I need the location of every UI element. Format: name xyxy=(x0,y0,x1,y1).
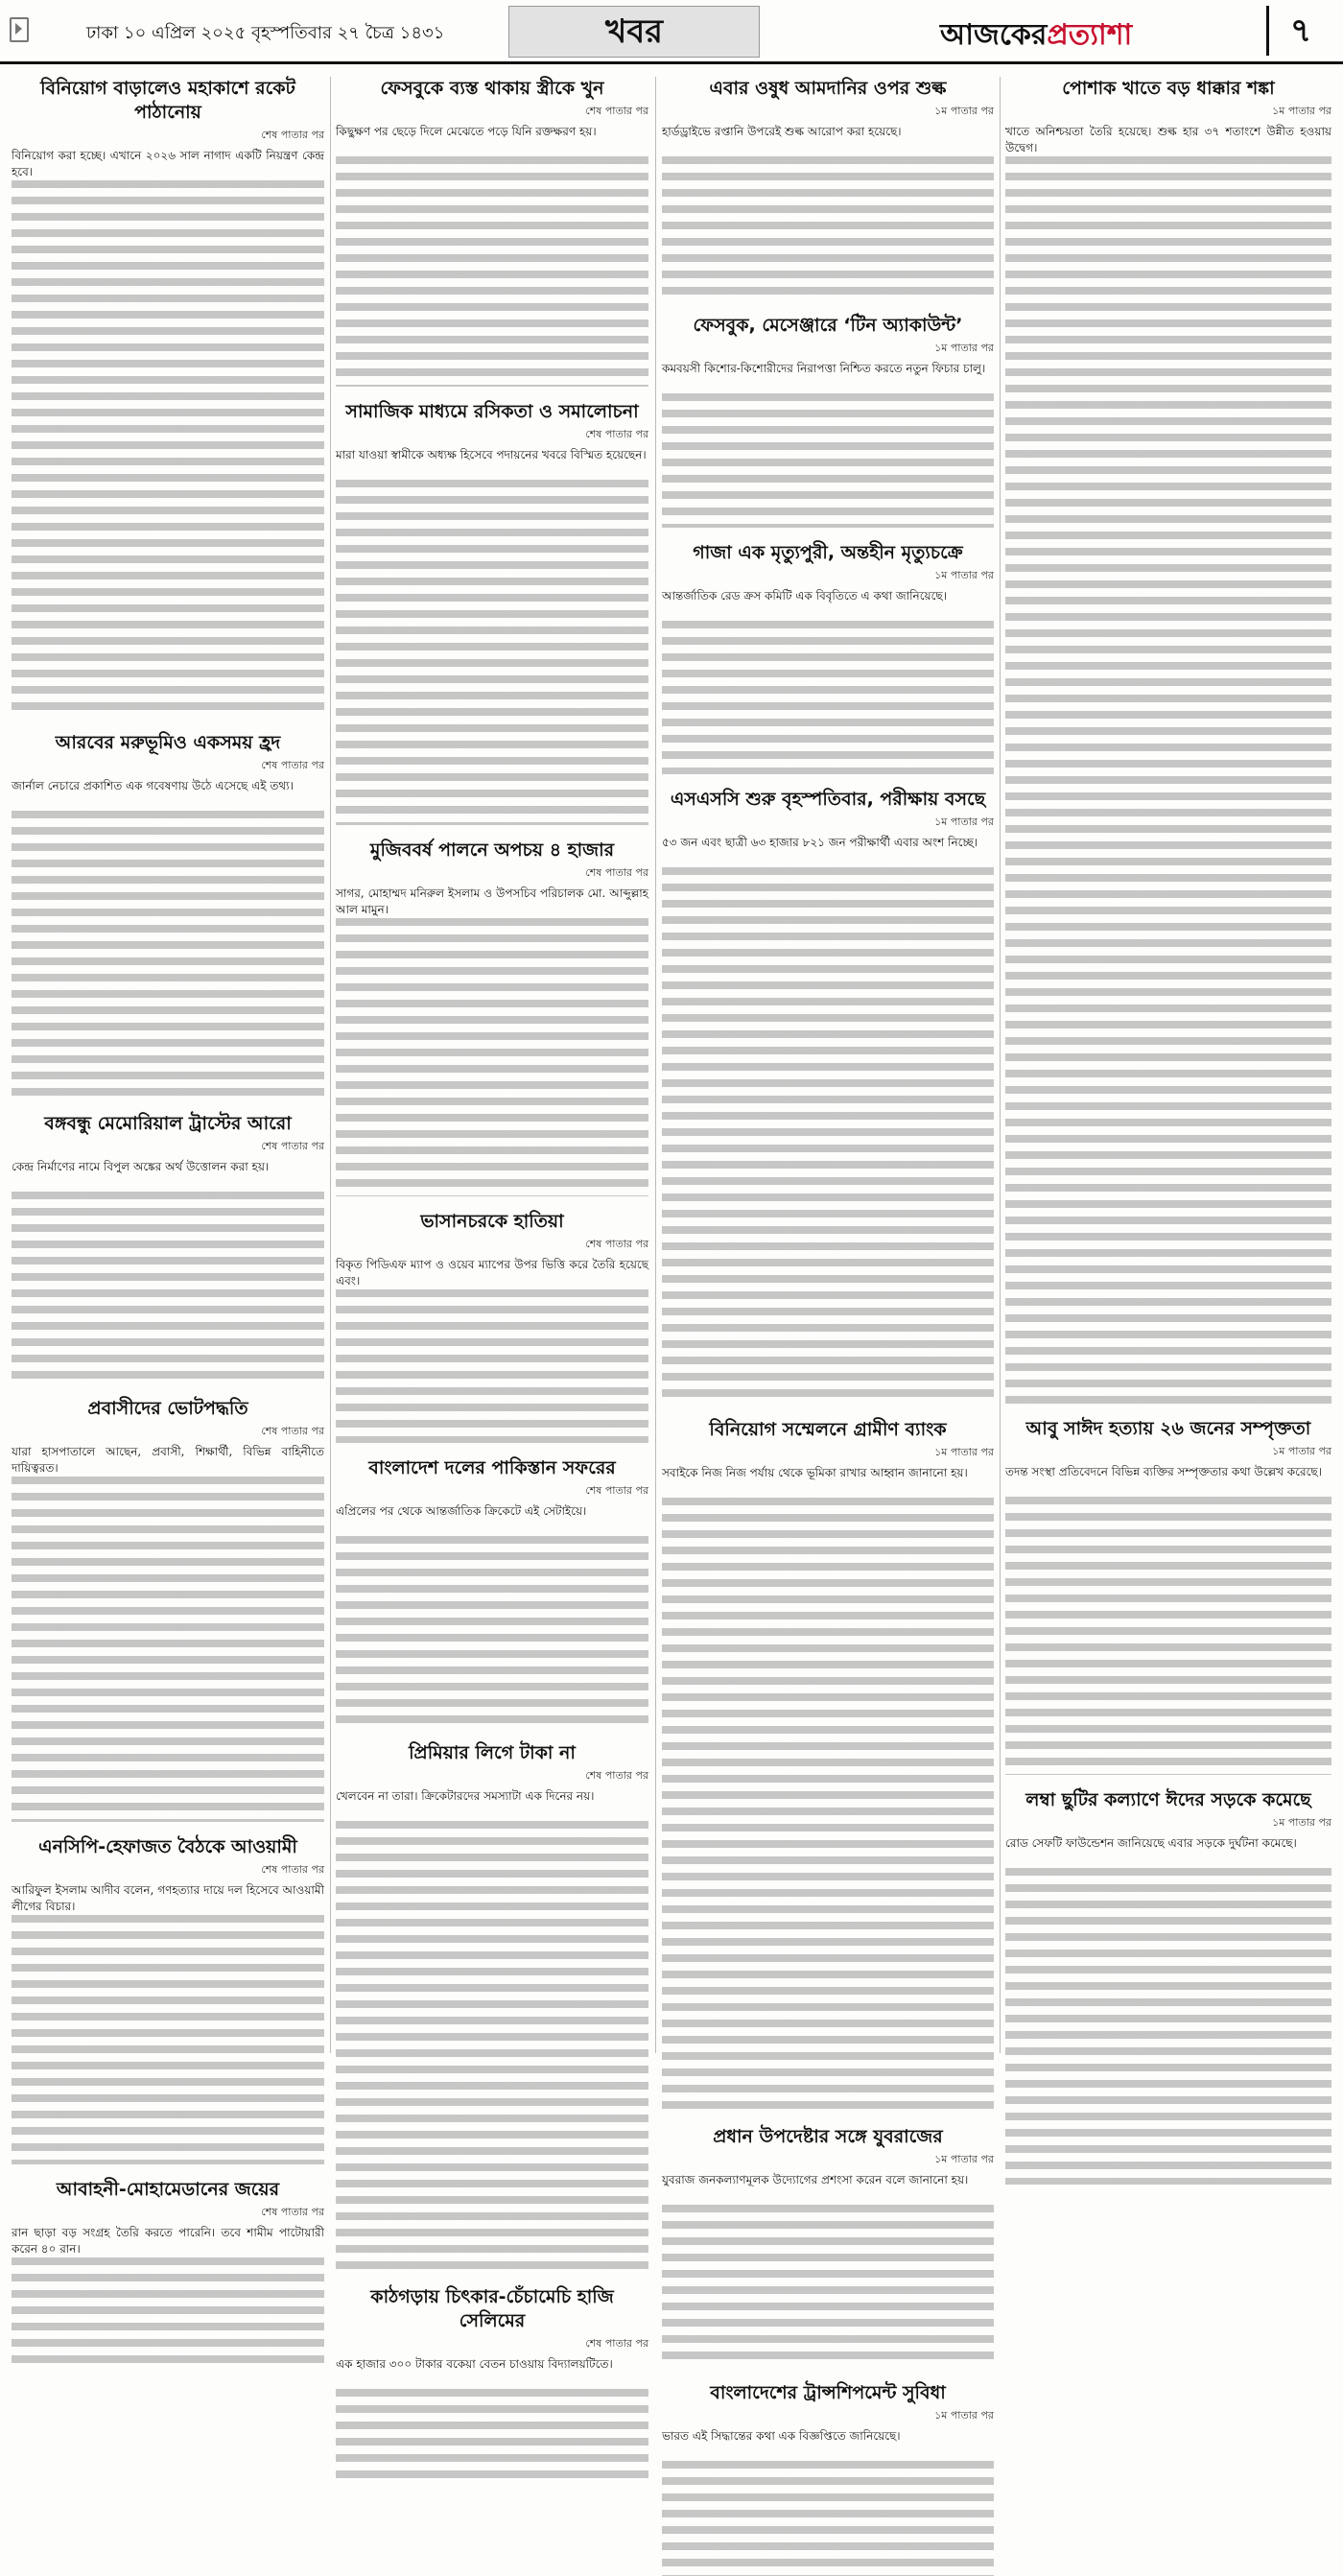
article-headline[interactable]: এবার ওষুধ আমদানির ওপর শুল্ক xyxy=(709,78,947,99)
article-body-text-block xyxy=(662,2205,994,2368)
article-headline[interactable]: এনসিপি-হেফাজত বৈঠকে আওয়ামী xyxy=(38,1836,297,1857)
article-headline[interactable]: আবু সাঈদ হত্যায় ২৬ জনের সম্পৃক্ততা xyxy=(1025,1418,1311,1439)
article-headline[interactable]: বাংলাদেশের ট্রান্সশিপমেন্ট সুবিধা xyxy=(710,2382,946,2403)
article-continuation-note: শেষ পাতার পর xyxy=(261,1425,324,1437)
article-headline[interactable]: ভাসানচরকে হাতিয়া xyxy=(420,1211,564,1232)
article-body-text-block xyxy=(12,2257,324,2363)
news-article xyxy=(12,2178,324,2363)
news-article xyxy=(662,788,994,1405)
news-article xyxy=(662,77,994,300)
article-lead-text: তদন্ত সংস্থা প্রতিবেদনে বিভিন্ন ব্যক্তির সম্পৃক্ততার কথা উল্লেখ করেছে। xyxy=(1005,1465,1322,1478)
article-body-text-block xyxy=(662,156,994,300)
article-headline[interactable]: গাজা এক মৃত্যুপুরী, অন্তহীন মৃত্যুচক্রে xyxy=(693,542,963,563)
logo-text-accent: প্রত্যাশা xyxy=(1047,18,1133,52)
page-marker-icon xyxy=(10,17,29,42)
article-lead-text: হার্ডড্রাইভে রপ্তানি উপরেই শুল্ক আরোপ করা হয়েছে। xyxy=(662,125,902,138)
article-continuation-note: শেষ পাতার পর xyxy=(261,2206,324,2218)
dateline: ঢাকা ১০ এপ্রিল ২০২৫ বৃহস্পতিবার ২৭ চৈত্র ১৪৩১ xyxy=(86,23,445,43)
article-headline[interactable]: ফেসবুক, মেসেঞ্জারে ‘টিন অ্যাকাউন্ট’ xyxy=(693,315,963,336)
article-body-text-block xyxy=(336,2389,648,2485)
article-continuation-note: শেষ পাতার পর xyxy=(585,1769,648,1782)
article-continuation-note: শেষ পাতার পর xyxy=(261,1863,324,1876)
article-continuation-note: শেষ পাতার পর xyxy=(585,1484,648,1497)
article-continuation-note: ১ম পাতার পর xyxy=(934,1446,994,1458)
article-lead-text: সাগর, মোহাম্মদ মনিরুল ইসলাম ও উপসচিব পরিচালক মো. আব্দুল্লাহ আল মামুন। xyxy=(336,886,648,916)
article-headline[interactable]: প্রবাসীদের ভোটপদ্ধতি xyxy=(87,1398,248,1419)
article-lead-text: যারা হাসপাতালে আছেন, প্রবাসী, শিক্ষার্থী, বিভিন্ন বাহিনীতে দায়িত্বরত। xyxy=(12,1445,324,1475)
newspaper-logo xyxy=(940,12,1132,60)
article-lead-text: ভারত এই সিদ্ধান্তের কথা এক বিজ্ঞপ্তিতে জানিয়েছে। xyxy=(662,2429,901,2443)
article-body-text-block xyxy=(12,811,324,1099)
news-article xyxy=(1005,1417,1331,1775)
news-article xyxy=(662,2381,994,2576)
article-headline[interactable]: আবাহনী-মোহামেডানের জয়ের xyxy=(56,2179,280,2200)
article-body-text-block xyxy=(662,621,994,774)
news-article xyxy=(336,1741,648,2272)
article-headline[interactable]: পোশাক খাতে বড় ধাক্কার শঙ্কা xyxy=(1062,78,1275,99)
article-continuation-note: ১ম পাতার পর xyxy=(1272,1816,1331,1829)
article-body-text-block xyxy=(336,1536,648,1728)
column-divider xyxy=(655,77,656,2053)
article-lead-text: খেলবেন না তারা। ক্রিকেটারদের সমস্যাটা এক দিনের নয়। xyxy=(336,1789,595,1803)
article-lead-text: বিনিয়োগ করা হচ্ছে। এখানে ২০২৬ সাল নাগাদ একটি নিয়ন্ত্রণ কেন্দ্র হবে। xyxy=(12,149,324,178)
article-lead-text: আরিফুল ইসলাম আদীব বলেন, গণহত্যার দায়ে দল হিসেবে আওয়ামী লীগের বিচার। xyxy=(12,1883,324,1913)
article-body-text-block xyxy=(662,2461,994,2576)
article-headline[interactable]: বাংলাদেশ দলের পাকিস্তান সফরের xyxy=(368,1457,616,1478)
article-continuation-note: শেষ পাতার পর xyxy=(261,129,324,141)
article-body-text-block xyxy=(336,918,648,1196)
article-lead-text: রান ছাড়া বড় সংগ্রহ তৈরি করতে পারেনি। তবে শামীম পাটোয়ারী করেন ৪০ রান। xyxy=(12,2226,324,2256)
article-lead-text: কিছুক্ষণ পর ছেড়ে দিলে মেঝেতে পড়ে যিনি রক্তক্ষরণ হয়। xyxy=(336,125,597,138)
article-continuation-note: ১ম পাতার পর xyxy=(934,815,994,828)
article-body-text-block xyxy=(12,1915,324,2164)
article-continuation-note: ১ম পাতার পর xyxy=(1272,1445,1331,1457)
article-lead-text: সবাইকে নিজ নিজ পর্যায় থেকে ভূমিকা রাখার আহ্বান জানানো হয়। xyxy=(662,1466,968,1479)
article-body-text-block xyxy=(336,156,648,387)
article-headline[interactable]: কাঠগড়ায় চিৎকার-চেঁচামেচি হাজি সেলিমের xyxy=(370,2286,614,2331)
article-lead-text: এক হাজার ৩০০ টাকার বকেয়া বেতন চাওয়ায় বিদ্যালয়টিতে। xyxy=(336,2357,613,2371)
article-lead-text: মারা যাওয়া স্বামীকে অধ্যক্ষ হিসেবে পদায়নের খবরে বিস্মিত হয়েছেন। xyxy=(336,448,647,461)
news-article xyxy=(12,1112,324,1383)
article-headline[interactable]: সামাজিক মাধ্যমে রসিকতা ও সমালোচনা xyxy=(345,401,639,422)
article-lead-text: এপ্রিলের পর থেকে আন্তর্জাতিক ক্রিকেটে এই সেটাইয়ে। xyxy=(336,1504,587,1518)
article-lead-text: জার্নাল নেচারে প্রকাশিত এক গবেষণায় উঠে এসেছে এই তথ্য। xyxy=(12,779,294,792)
column-divider xyxy=(1000,77,1001,2053)
article-body-text-block xyxy=(662,1498,994,2112)
article-body-text-block xyxy=(662,393,994,528)
news-article xyxy=(662,314,994,528)
column-4 xyxy=(1005,77,1331,2053)
article-headline[interactable]: লম্বা ছুটির কল্যাণে ঈদের সড়কে কমেছে xyxy=(1025,1789,1311,1810)
news-article xyxy=(12,77,324,718)
article-continuation-note: শেষ পাতার পর xyxy=(261,759,324,771)
news-article xyxy=(336,1210,648,1443)
column-divider xyxy=(330,77,331,2053)
news-article xyxy=(336,839,648,1196)
article-headline[interactable]: প্রিমিয়ার লিগে টাকা না xyxy=(409,1742,576,1763)
article-body-text-block xyxy=(1005,1868,1331,2185)
article-lead-text: যুবরাজ জনকল্যাণমূলক উদ্যোগের প্রশংসা করেন বলে জানানো হয়। xyxy=(662,2173,969,2186)
article-continuation-note: ১ম পাতার পর xyxy=(1272,105,1331,117)
article-body-text-block xyxy=(12,1192,324,1383)
news-article xyxy=(336,400,648,825)
article-body-text-block xyxy=(12,180,324,718)
article-continuation-note: শেষ পাতার পর xyxy=(585,866,648,879)
news-article xyxy=(336,77,648,387)
article-headline[interactable]: ফেসবুকে ব্যস্ত থাকায় স্ত্রীকে খুন xyxy=(380,78,604,99)
article-body-text-block xyxy=(1005,156,1331,1404)
article-continuation-note: ১ম পাতার পর xyxy=(934,105,994,117)
article-continuation-note: ১ম পাতার পর xyxy=(934,2153,994,2165)
news-article xyxy=(1005,77,1331,1404)
article-lead-text: কমবয়সী কিশোর-কিশোরীদের নিরাপত্তা নিশ্চিত করতে নতুন ফিচার চালু। xyxy=(662,362,986,375)
column-2 xyxy=(336,77,648,2371)
section-title: খবর xyxy=(508,6,760,58)
article-body-text-block xyxy=(1005,1497,1331,1775)
article-body-text-block xyxy=(662,867,994,1405)
column-1 xyxy=(12,77,324,2256)
article-continuation-note: শেষ পাতার পর xyxy=(585,2337,648,2350)
column-3 xyxy=(662,77,994,2443)
article-continuation-note: শেষ পাতার পর xyxy=(261,1140,324,1152)
article-continuation-note: শেষ পাতার পর xyxy=(585,105,648,117)
article-body-text-block xyxy=(336,1289,648,1443)
article-body-text-block xyxy=(336,1821,648,2272)
news-article xyxy=(336,1456,648,1728)
article-lead-text: খাতে অনিশ্চয়তা তৈরি হয়েছে। শুল্ক হার ৩৭ শতাংশে উন্নীত হওয়ায় উদ্বেগ। xyxy=(1005,125,1331,154)
article-headline[interactable]: বিনিয়োগ সম্মেলনে গ্রামীণ ব্যাংক xyxy=(709,1419,947,1440)
news-article xyxy=(662,541,994,774)
article-headline[interactable]: প্রধান উপদেষ্টার সঙ্গে যুবরাজের xyxy=(713,2126,943,2147)
article-lead-text: রোড সেফটি ফাউন্ডেশন জানিয়েছে এবার সড়কে দুর্ঘটনা কমেছে। xyxy=(1005,1836,1297,1850)
news-article xyxy=(662,1418,994,2112)
article-lead-text: আন্তর্জাতিক রেড ক্রস কমিটি এক বিবৃতিতে এ কথা জানিয়েছে। xyxy=(662,589,947,603)
news-article xyxy=(336,2285,648,2485)
article-lead-text: কেন্দ্র নির্মাণের নামে বিপুল অঙ্কের অর্থ উত্তোলন করা হয়। xyxy=(12,1160,270,1173)
article-body-text-block xyxy=(336,480,648,825)
news-article xyxy=(12,1835,324,2164)
page-number: ৭ xyxy=(1266,6,1332,56)
article-continuation-note: শেষ পাতার পর xyxy=(585,1238,648,1250)
article-headline[interactable]: এসএসসি শুরু বৃহস্পতিবার, পরীক্ষায় বসছে xyxy=(670,789,986,810)
article-continuation-note: ১ম পাতার পর xyxy=(934,569,994,581)
article-continuation-note: শেষ পাতার পর xyxy=(585,428,648,440)
article-lead-text: ৫৩ জন এবং ছাত্রী ৬৩ হাজার ৮২১ জন পরীক্ষার্থী এবার অংশ নিচ্ছে। xyxy=(662,836,978,849)
news-article xyxy=(12,731,324,1099)
article-body-text-block xyxy=(12,1477,324,1822)
article-lead-text: বিকৃত পিডিএফ ম্যাপ ও ওয়েব ম্যাপের উপর ভিত্তি করে তৈরি হয়েছে এবং। xyxy=(336,1258,648,1288)
news-article xyxy=(1005,1788,1331,2185)
article-headline[interactable]: মুজিববর্ষ পালনে অপচয় ৪ হাজার xyxy=(369,839,615,861)
article-continuation-note: ১ম পাতার পর xyxy=(934,342,994,354)
logo-text-plain: আজকের xyxy=(940,18,1048,52)
article-headline[interactable]: বঙ্গবন্ধু মেমোরিয়াল ট্রাস্টের আরো xyxy=(44,1113,292,1134)
news-article xyxy=(662,2125,994,2368)
article-headline[interactable]: বিনিয়োগ বাড়ালেও মহাকাশে রকেট পাঠানোয় xyxy=(40,78,295,123)
article-headline[interactable]: আরবের মরুভূমিও একসময় হ্রদ xyxy=(55,732,281,753)
article-continuation-note: ১ম পাতার পর xyxy=(934,2409,994,2422)
masthead xyxy=(0,0,1343,64)
news-article xyxy=(12,1397,324,1822)
